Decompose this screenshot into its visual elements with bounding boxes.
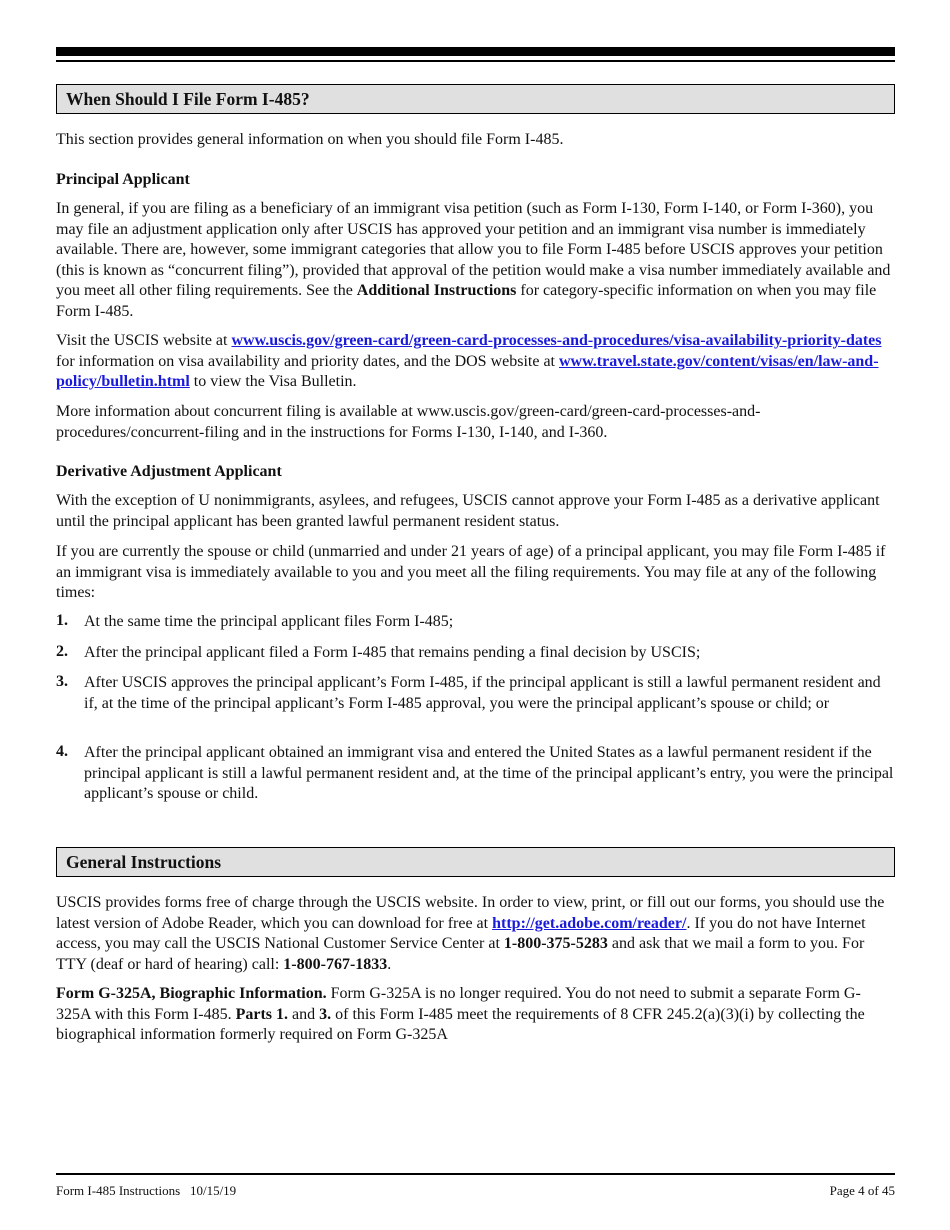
principal-paragraph-2 [56,331,895,393]
section-title: General Instructions [56,847,895,877]
derivative-applicant-heading: Derivative Adjustment Applicant [56,463,282,480]
section-title: When Should I File Form I-485? [56,84,895,114]
list-text: After the principal applicant obtained an immigrant visa and entered the United States as a lawful permanent resident if the principal applicant is still a lawful permanent resident and, at the time of the principal applicant’s entry, you were the principal applicant’s spouse or child. [84,744,894,802]
text-run: for information on visa availability and priority dates, and the DOS website at [56,352,559,370]
tty-phone: 1-800-767-1833 [283,955,388,973]
visa-availability-link[interactable]: www.uscis.gov/green-card/green-card-processes-and-procedures/visa-availability-priority-dates [231,332,882,349]
customer-service-phone: 1-800-375-5283 [503,935,608,952]
text-run: and [288,1005,320,1023]
list-number: 2. [56,643,68,660]
text-run: Visit the USCIS website at [56,332,232,349]
principal-paragraph-1 [56,199,895,322]
list-text: At the same time the principal applicant files Form I-485; [84,613,454,630]
header-thin-rule [56,60,895,62]
section-when-to-file-header [56,84,895,114]
list-number: 3. [56,673,68,690]
derivative-paragraph-2: If you are currently the spouse or child (unmarried and under 21 years of age) of a principal applicant, you may file Form I-485 if an immigrant visa is immediately available to you and you meet all the filing requirements. You may file at any of the following times: [56,543,886,601]
parts-ref: 3. [319,1005,332,1023]
additional-instructions-ref: Additional Instructions [356,282,517,299]
general-paragraph-2 [56,984,895,1046]
g325a-heading: Form G-325A, Biographic Information. [56,985,327,1002]
text-run: to view the Visa Bulletin. [189,373,357,390]
text-run: USCIS provides forms free of charge through the USCIS website. In order to view, print, or fill out our forms, you should use the latest version of Adobe Reader, which you can download for free at [56,894,885,932]
header-thick-rule [56,47,895,56]
list-item [56,643,895,664]
section-intro: This section provides general information on when you should file Form I-485. [56,131,564,148]
principal-applicant-heading: Principal Applicant [56,171,190,188]
footer-rule [56,1173,895,1175]
text-run: for category-specific information on when you may file Form I-485. [56,282,877,320]
derivative-paragraph-1: With the exception of U nonimmigrants, asylees, and refugees, USCIS cannot approve your Form I-485 as a derivative applicant until the principal applicant has been granted lawful permanent resident status. [56,492,880,530]
footer-form-id: Form I-485 Instructions 10/15/19 [56,1183,237,1198]
list-text: After USCIS approves the principal applicant’s Form I-485, if the principal applicant is still a lawful permanent resident and if, at the time of the principal applicant’s Form I-485 approval, you were the principal applicant’s spouse or child; or [84,674,881,712]
list-item [56,673,895,714]
text-run: . [387,955,392,973]
list-number: 4. [56,743,68,760]
section-general-instructions-header [56,847,895,877]
text-run: . If you do not have Internet access, you may call the USCIS National Customer Service Center at [56,914,866,952]
list-text: After the principal applicant filed a Form I-485 that remains pending a final decision by USCIS; [84,644,701,661]
text-run: Form G-325A is no longer required. You do not need to submit a separate Form G-325A with this Form I-485. [56,985,861,1023]
footer-page-number: Page 4 of 45 [829,1183,895,1198]
principal-paragraph-3: More information about concurrent filing is available at www.uscis.gov/green-card/green-card-processes-and-procedures/concurrent-filing and in the instructions for Forms I-130, I-140, and I-360. [56,403,761,441]
text-run: In general, if you are filing as a beneficiary of an immigrant visa petition (such as Form I-130, Form I-140, or Form I-360), you may file an adjustment application only after USCIS has approved your petition and an immigrant visa number is immediately available. There are, however, some immigrant categories that allow you to file Form I-485 before USCIS approves your petition (this is known as “concurrent filing”), provided that approval of the petition would make a visa number immediately available and you meet all other filing requirements. See the [56,200,891,299]
list-item [56,612,895,633]
parts-ref: Parts 1. [235,1005,288,1023]
list-item [56,743,895,805]
text-run: and ask that we mail a form to you. For TTY (deaf or hard of hearing) call: [56,935,865,973]
adobe-reader-link[interactable]: http://get.adobe.com/reader/ [492,914,687,932]
general-paragraph-1 [56,893,895,975]
visa-bulletin-link[interactable]: www.travel.state.gov/content/visas/en/law-and-policy/bulletin.html [56,352,879,390]
text-run: of this Form I-485 meet the requirements of 8 CFR 245.2(a)(3)(i) by collecting the biographical information formerly required on Form G-325A [56,1005,865,1043]
list-number: 1. [56,612,68,629]
